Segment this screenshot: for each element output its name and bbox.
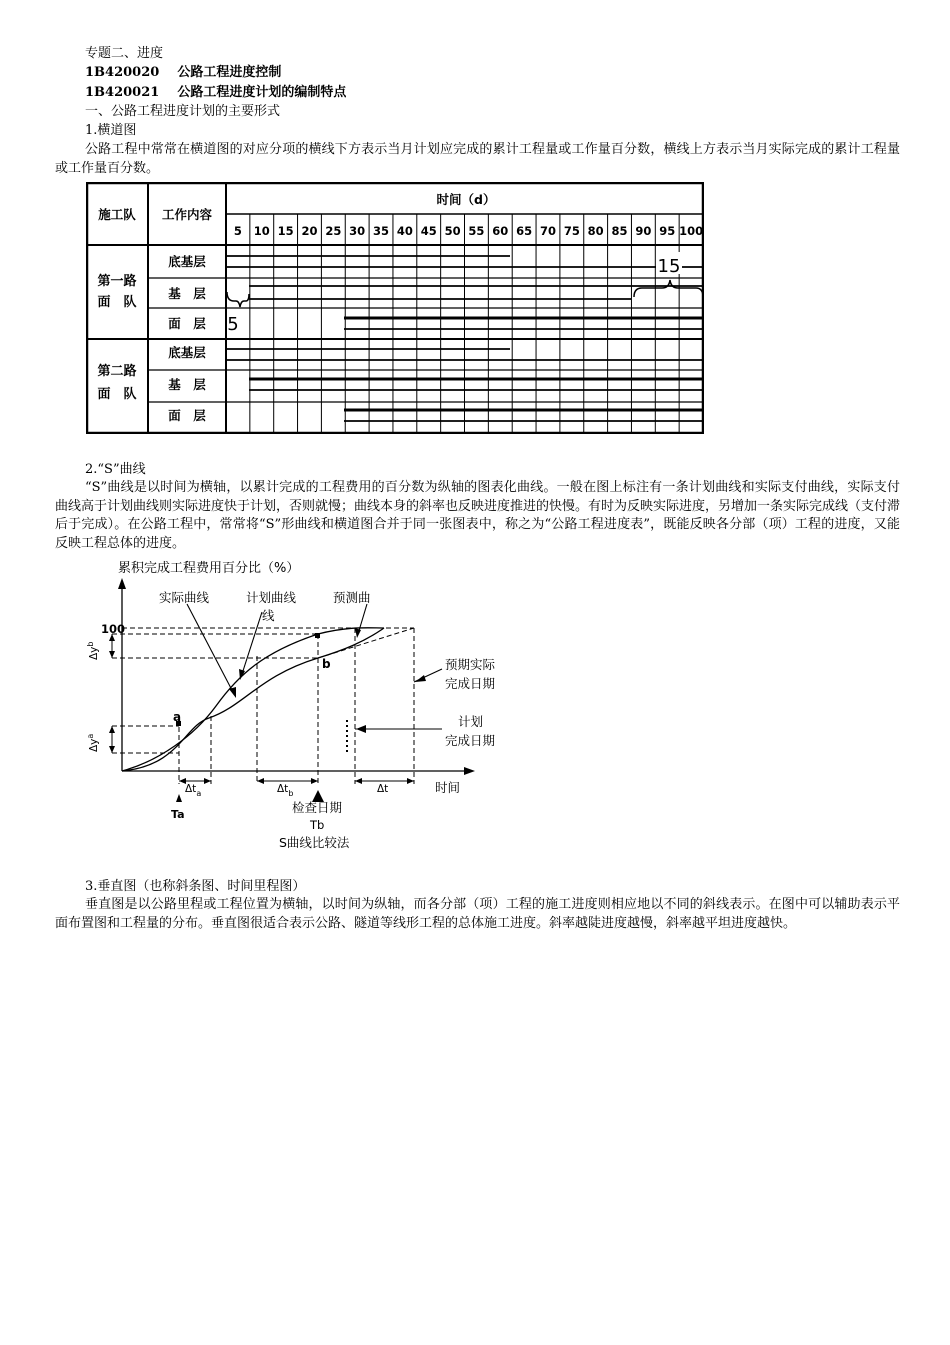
annotation-5: 5 bbox=[227, 314, 239, 335]
header-content: 工作内容 bbox=[161, 207, 213, 222]
point-b bbox=[315, 633, 320, 638]
day-label: 55 bbox=[468, 224, 485, 238]
section-title-2: 公路工程进度计划的编制特点 bbox=[177, 85, 347, 100]
item-heading-gantt: 1.横道图 bbox=[85, 123, 137, 138]
label-expected-finish-line2: 完成日期 bbox=[445, 676, 496, 691]
arrowhead bbox=[356, 725, 366, 733]
label-plan-curve-line2: 线 bbox=[262, 608, 275, 623]
label-a: a bbox=[173, 710, 182, 724]
team2-label-line2: 面 队 bbox=[97, 387, 137, 402]
day-label: 90 bbox=[635, 224, 652, 238]
day-label: 50 bbox=[444, 224, 461, 238]
label-delta-t: Δt bbox=[377, 783, 389, 795]
label-delta-yb: $\Delta y^b$ bbox=[86, 641, 100, 660]
label-delta-ya: $\Delta y^a$ bbox=[86, 733, 100, 752]
task-label: 底基层 bbox=[168, 345, 206, 360]
gantt-chart bbox=[86, 182, 704, 434]
pointer-plan bbox=[242, 612, 262, 674]
day-label: 70 bbox=[539, 224, 556, 238]
brace-15 bbox=[634, 280, 703, 297]
item-heading-s-curve: 2.“S”曲线 bbox=[85, 462, 146, 477]
task-label: 底基层 bbox=[168, 254, 206, 269]
day-label: 80 bbox=[587, 224, 604, 238]
annotation-15: 15 bbox=[657, 256, 681, 277]
day-label: 95 bbox=[659, 224, 676, 238]
label-ta: Ta bbox=[171, 808, 185, 821]
paragraph-vertical-chart: 垂直图是以公路里程或工程位置为横轴，以时间为纵轴，而各分部（项）工程的施工进度则相应地以不同的斜线表示。在图中可以辅助表示平面布置图和工程量的分布。垂直图很适合表示公路、隧道等线形工程的总体施工进度。斜率越陡进度越慢，斜率越平坦进度越快。 bbox=[55, 897, 900, 931]
header-team: 施工队 bbox=[98, 207, 136, 222]
task-label: 基 层 bbox=[168, 377, 206, 392]
pointer-actual bbox=[187, 604, 234, 694]
section-heading-2 bbox=[85, 84, 346, 102]
task-label: 基 层 bbox=[168, 286, 206, 301]
s-curve-figure bbox=[84, 556, 514, 856]
task-label: 面 层 bbox=[168, 316, 206, 331]
day-label: 40 bbox=[396, 224, 413, 238]
arrowhead bbox=[109, 634, 414, 784]
day-label: 75 bbox=[563, 224, 580, 238]
x-axis-arrow bbox=[464, 767, 475, 775]
day-label: 10 bbox=[253, 224, 270, 238]
section-code-2: 1B420021 bbox=[85, 85, 160, 100]
day-label: 15 bbox=[277, 224, 294, 238]
arrowhead bbox=[355, 628, 361, 638]
label-b: b bbox=[322, 657, 331, 671]
task-label: 面 层 bbox=[168, 408, 206, 423]
label-tb: Tb bbox=[310, 818, 325, 832]
team2-label-line1: 第二路 bbox=[97, 364, 137, 379]
figure-caption: S曲线比较法 bbox=[279, 835, 350, 850]
label-actual-curve: 实际曲线 bbox=[159, 590, 210, 605]
section-heading-1 bbox=[85, 64, 281, 82]
y-axis-title: 累积完成工程费用百分比（%） bbox=[118, 561, 300, 576]
item-heading-vertical-chart: 3.垂直图（也称斜条图、时间里程图） bbox=[85, 879, 306, 894]
label-time: 时间 bbox=[435, 780, 461, 795]
day-label: 30 bbox=[349, 224, 366, 238]
section-title-1: 公路工程进度控制 bbox=[177, 65, 282, 80]
subsection-heading: 一、公路工程进度计划的主要形式 bbox=[85, 104, 281, 119]
day-label: 60 bbox=[492, 224, 509, 238]
day-label: 45 bbox=[420, 224, 437, 238]
label-planned-finish-line2: 完成日期 bbox=[445, 733, 496, 748]
paragraph-s-curve: “S”曲线是以时间为横轴，以累计完成的工程费用的百分数为纵轴的图表化曲线。一般在图上标注有一条计划曲线和实际支付曲线，实际支付曲线高于计划曲线则实际进度快于计划，否则就慢；曲线本身的斜率也反映进度推进的快慢。有时为反映实际进度，另增加一条实际完成线（支付滞后于完成）。在公路工程中，常常将“S”形曲线和横道图合并于同一张图表中，称之为“公路工程进度表”，既能反映各分部（项）工程的进度，又能反映工程总体的进度。 bbox=[55, 480, 901, 551]
label-expected-finish-line1: 预期实际 bbox=[445, 657, 496, 672]
y-axis-arrow bbox=[118, 578, 126, 589]
team1-label-line2: 面 队 bbox=[97, 295, 137, 310]
label-delta-ta: $\Delta t_a$ bbox=[185, 783, 202, 798]
section-code-1: 1B420020 bbox=[85, 65, 160, 80]
day-label: 100 bbox=[679, 224, 704, 238]
day-label: 35 bbox=[373, 224, 390, 238]
paragraph-gantt: 公路工程中常常在横道图的对应分项的横线下方表示当月计划应完成的累计工程量或工作量百分数，横线上方表示当月实际完成的累计工程量或工作量百分数。 bbox=[55, 142, 900, 176]
day-label: 25 bbox=[325, 224, 342, 238]
label-delta-tb: $\Delta t_b$ bbox=[277, 783, 294, 798]
header-time: 时间（d） bbox=[436, 192, 496, 207]
team1-label-line1: 第一路 bbox=[97, 274, 137, 289]
day-label: 85 bbox=[611, 224, 628, 238]
topic-heading: 专题二、进度 bbox=[85, 46, 164, 61]
arrowhead bbox=[415, 675, 426, 682]
ta-marker bbox=[176, 794, 182, 802]
label-100: 100 bbox=[101, 622, 126, 636]
label-check-date: 检查日期 bbox=[292, 800, 343, 815]
label-forecast-curve: 预测曲 bbox=[333, 590, 371, 605]
label-planned-finish-line1: 计划 bbox=[458, 714, 484, 729]
brace-5 bbox=[227, 292, 249, 307]
day-label: 65 bbox=[516, 224, 533, 238]
day-label: 20 bbox=[301, 224, 318, 238]
day-label: 5 bbox=[233, 224, 242, 238]
label-plan-curve: 计划曲线 bbox=[246, 590, 297, 605]
